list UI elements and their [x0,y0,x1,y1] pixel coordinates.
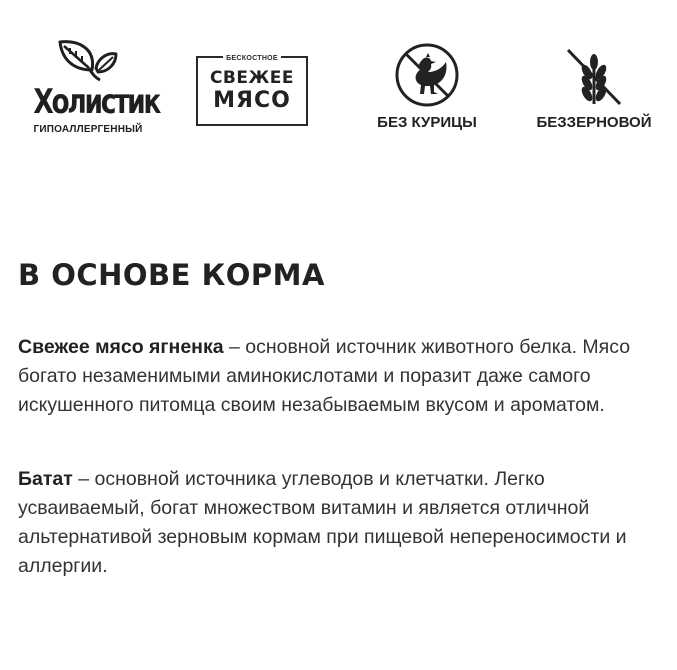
ingredient-term: Батат [18,468,73,490]
crossed-grain-icon [562,42,626,112]
meat-label: МЯСО [213,88,291,113]
ingredient-term: Свежее мясо ягненка [18,336,224,358]
boneless-label: БЕСКОСТНОЕ [196,55,308,62]
holistic-wordmark: Холистик [33,82,160,122]
ingredient-paragraph [18,465,658,581]
section-title: В ОСНОВЕ КОРМА [18,258,325,292]
ingredient-description: – основной источник животного белка. Мясо богато незаменимыми аминокислотами и поразит даже самого искушенного питомца своим незабываемым вкусом и ароматом. [18,336,631,416]
ingredient-description: – основной источника углеводов и клетчатки. Легко усваиваемый, богат множеством витамин и является отличной альтернативой зерновым кормам при пищевой непереносимости и аллергии. [18,468,627,577]
fresh-label: СВЕЖЕЕ [209,68,295,88]
no-chicken-label: БЕЗ КУРИЦЫ [377,114,477,131]
fresh-meat-badge [196,56,308,126]
feature-badges [0,0,677,150]
leaf-icon [56,38,120,82]
holistic-badge [18,38,158,138]
grain-free-label: БЕЗЗЕРНОВОЙ [536,114,652,131]
crossed-chicken-icon [392,42,462,112]
grain-free-badge [522,42,666,142]
hypoallergenic-label: ГИПОАЛЛЕРГЕННЫЙ [33,124,143,135]
no-chicken-badge [365,42,489,142]
ingredient-paragraph [18,333,658,420]
